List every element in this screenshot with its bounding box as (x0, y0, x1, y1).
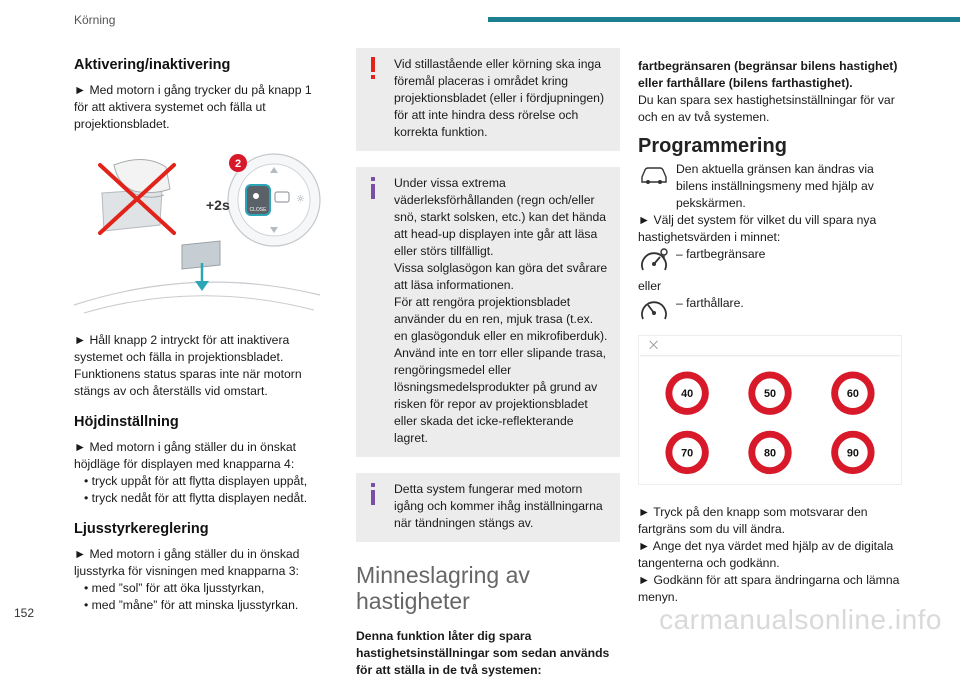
speed-sign-value: 70 (681, 447, 694, 460)
speed-sign-button-80[interactable] (748, 431, 791, 474)
heading-height: Höjdinställning (74, 414, 179, 430)
hud-button-illustration (74, 145, 320, 315)
info-box-conditions (356, 167, 620, 457)
list-item: • tryck uppåt för att flytta displayen uppåt, (84, 474, 308, 488)
heading-memory: Minneslagring av hastigheter (356, 562, 530, 614)
svg-text:☼: ☼ (296, 194, 305, 205)
speed-sign-value: 50 (763, 388, 777, 401)
warning-text: Vid stillastående eller körning ska inga föremål placeras i området kring projektionsbladet (eller i fördjupningen) för att inte hindra dess rörelse och korrekta funktion. (394, 57, 605, 139)
speed-sign-button-70[interactable] (665, 431, 708, 474)
warning-exclamation-icon (368, 57, 378, 81)
speed-sign-button-50[interactable] (748, 372, 791, 415)
option-limiter (638, 246, 902, 278)
speed-sign-value: 60 (846, 388, 859, 401)
watermark: carmanualsonline.info (659, 604, 942, 635)
paragraph-choose-system: ► Välj det system för vilket du vill spara nya hastighetsvärden i minnet: (638, 213, 877, 244)
running-section-title: Körning (74, 13, 116, 27)
speed-sign-button-40[interactable] (665, 372, 708, 415)
column-1 (74, 48, 320, 614)
paragraph-six-settings: Du kan spara sex hastighetsinställningar för var och en av två systemen. (638, 93, 895, 124)
list-item: • med ”sol” för att öka ljusstyrkan, (84, 581, 265, 595)
brightness-options (74, 580, 320, 614)
paragraph-confirm: ► Godkänn för att spara ändringarna och lämna menyn. (638, 573, 900, 604)
option-limiter-text: – fartbegränsare (676, 247, 766, 261)
info-memory-text: Detta system fungerar med motorn igång och kommer ihåg inställningarna när tändningen stängs av. (394, 482, 603, 530)
paragraph-systems: fartbegränsaren (begränsar bilens hastighet) eller farthållare (bilens farthastighet). (638, 59, 898, 90)
heading-programming: Programmering (638, 135, 787, 157)
column-2 (356, 48, 620, 679)
speed-sign-button-90[interactable] (831, 431, 874, 474)
list-item: • med ”måne” för att minska ljusstyrkan. (84, 598, 299, 612)
info-icon (368, 177, 378, 201)
paragraph-enter: ► Ange det nya värdet med hjälp av de digitala tangenterna och godkänn. (638, 539, 894, 570)
paragraph-menu: Den aktuella gränsen kan ändras via bilens inställningsmeny med hjälp av pekskärmen. (676, 162, 874, 210)
option-cruise-text: – farthållare. (676, 296, 744, 310)
speed-sign-button-60[interactable] (831, 372, 874, 415)
cruise-control-icon (638, 295, 670, 327)
press-duration-label: +2s (206, 197, 230, 213)
heading-activation: Aktivering/inaktivering (74, 57, 231, 73)
height-options (74, 473, 320, 507)
header-accent-bar (488, 17, 960, 22)
paragraph-height: ► Med motorn i gång ställer du in önskat höjdläge för displayen med knapparna 4: (74, 440, 297, 471)
close-button-label: CLOSE (249, 207, 267, 213)
speed-sign-value: 90 (846, 447, 859, 460)
page-number: 152 (14, 606, 35, 620)
car-icon (638, 161, 670, 187)
paragraph-activation: ► Med motorn i gång trycker du på knapp 1 för att aktivera systemet och fälla ut projektionsbladet. (74, 83, 312, 131)
paragraph-press: ► Tryck på den knapp som motsvarar den fartgräns som du vill ändra. (638, 505, 868, 536)
speed-sign-value: 40 (681, 388, 694, 401)
paragraph-brightness: ► Med motorn i gång ställer du in önskad ljusstyrka för visningen med knapparna 3: (74, 547, 300, 578)
speed-sign-grid (638, 335, 902, 485)
column-3 (638, 58, 902, 606)
info-box-memory (356, 473, 620, 542)
speed-sign-value: 80 (763, 447, 777, 460)
info-icon (368, 483, 378, 507)
warning-box (356, 48, 620, 151)
paragraph-memory: Denna funktion låter dig spara hastighetsinställningar som sedan används för att ställa in de två systemen: (356, 629, 610, 677)
option-cruise (638, 295, 902, 327)
list-item: • tryck nedåt för att flytta displayen nedåt. (84, 491, 308, 505)
menu-row (638, 161, 902, 212)
callout-number: 2 (234, 158, 242, 170)
paragraph-hold: ► Håll knapp 2 intryckt för att inaktivera systemet och fälla in projektionsbladet. Funktionens status sparas inte när motorn stängs av och återställs vid omstart. (74, 333, 302, 398)
heading-brightness: Ljusstyrkereglering (74, 521, 209, 537)
info-conditions-text: Under vissa extrema väderleksförhållanden (regn och/eller snö, starkt solsken, etc.) kan det hända att head-up displayen inte går att läsa eller störs tillfälligt. Vissa solglasögon kan göra det svårare att läsa informationen. För att rengöra projektionsbladet använder du en ren, mjuk trasa (t.ex. en glasögonduk eller en mikrofiberduk). Använd inte en torr eller slipande trasa, rengöringsmedel eller lösningsmedelsprodukter på grund av risken för repor av projektionsbladet eller skada det icke-reflekterande lagret. (394, 176, 608, 445)
speed-limiter-icon (638, 246, 670, 278)
or-word: eller (638, 279, 662, 293)
